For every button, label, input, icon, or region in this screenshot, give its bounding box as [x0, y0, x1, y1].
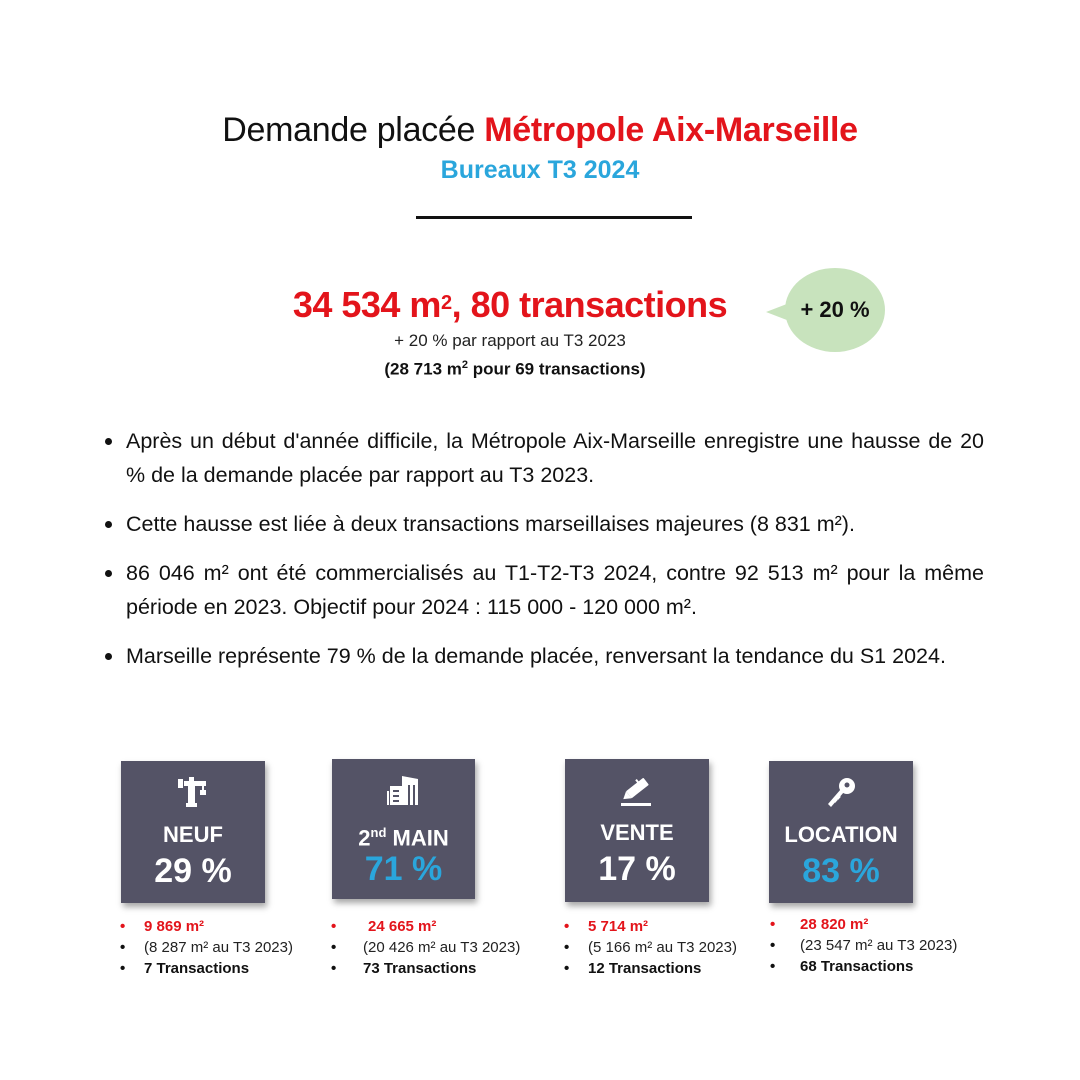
stat-transactions: • 68 Transactions [766, 956, 957, 977]
pen-signature-icon [565, 773, 709, 807]
previous-line-a: (28 713 m [384, 359, 462, 379]
card-label: LOCATION [784, 822, 898, 847]
bullet-list [126, 424, 984, 688]
change-line: + 20 % par rapport au T3 2023 [394, 331, 626, 350]
growth-badge: + 20 % [785, 268, 885, 352]
card-label [332, 819, 475, 852]
previous-line-sup: 2 [461, 359, 468, 371]
crane-icon [121, 775, 265, 809]
bullet-item: 86 046 m² ont été commercialisés au T1-T2-T3 2024, contre 92 513 m² pour la même période en 2023. Objectif pour 2024 : 115 000 - 120 000 m². [126, 556, 984, 624]
previous-line [0, 353, 1030, 382]
stat-area: • 24 665 m² [327, 916, 520, 937]
headline-area-sup: 2 [440, 292, 452, 314]
title-lead: Demande placée [222, 111, 476, 149]
card-label: NEUF [163, 822, 223, 847]
stat-previous: • (23 547 m² au T3 2023) [766, 935, 957, 956]
card-stats-seconde-main [327, 916, 520, 979]
key-icon [769, 775, 913, 809]
bullet-item: Après un début d'année difficile, la Métropole Aix-Marseille enregistre une hausse de 20 % de la demande placée par rapport au T3 2023. [126, 424, 984, 492]
card-stats-neuf [116, 916, 293, 979]
card-label-main: MAIN [386, 825, 449, 851]
page-title [0, 108, 1080, 152]
stat-transactions: • 7 Transactions [116, 958, 293, 979]
card-label: VENTE [600, 820, 674, 845]
card-seconde-main [332, 759, 475, 899]
bullet-item: Marseille représente 79 % de la demande placée, renversant la tendance du S1 2024. [126, 639, 984, 673]
card-stats-location [766, 914, 957, 977]
bullet-item: Cette hausse est liée à deux transactions marseillaises majeures (8 831 m²). [126, 507, 984, 541]
card-vente [565, 759, 709, 902]
headline-area: 34 534 m [292, 284, 441, 325]
page-subtitle: Bureaux T3 2024 [440, 156, 640, 184]
stat-area: • 28 820 m² [766, 914, 957, 935]
stat-previous: • (8 287 m² au T3 2023) [116, 937, 293, 958]
card-percent: 71 % [364, 850, 443, 888]
stat-previous: • (20 426 m² au T3 2023) [327, 937, 520, 958]
card-location [769, 761, 913, 903]
stat-area: • 5 714 m² [560, 916, 737, 937]
stat-transactions: • 73 Transactions [327, 958, 520, 979]
card-neuf [121, 761, 265, 903]
card-label-prefix: 2 [358, 825, 371, 851]
previous-line-b: pour 69 transactions) [468, 359, 646, 379]
card-stats-vente [560, 916, 737, 979]
card-percent: 29 % [154, 852, 232, 890]
card-percent: 17 % [598, 850, 676, 888]
headline-transactions: , 80 transactions [451, 284, 728, 325]
title-divider [416, 216, 692, 219]
title-accent: Métropole Aix-Marseille [484, 111, 858, 149]
buildings-icon [332, 773, 475, 807]
stat-transactions: • 12 Transactions [560, 958, 737, 979]
stat-previous: • (5 166 m² au T3 2023) [560, 937, 737, 958]
card-label-sup: nd [370, 825, 387, 840]
stat-area: • 9 869 m² [116, 916, 293, 937]
card-percent: 83 % [802, 852, 880, 890]
